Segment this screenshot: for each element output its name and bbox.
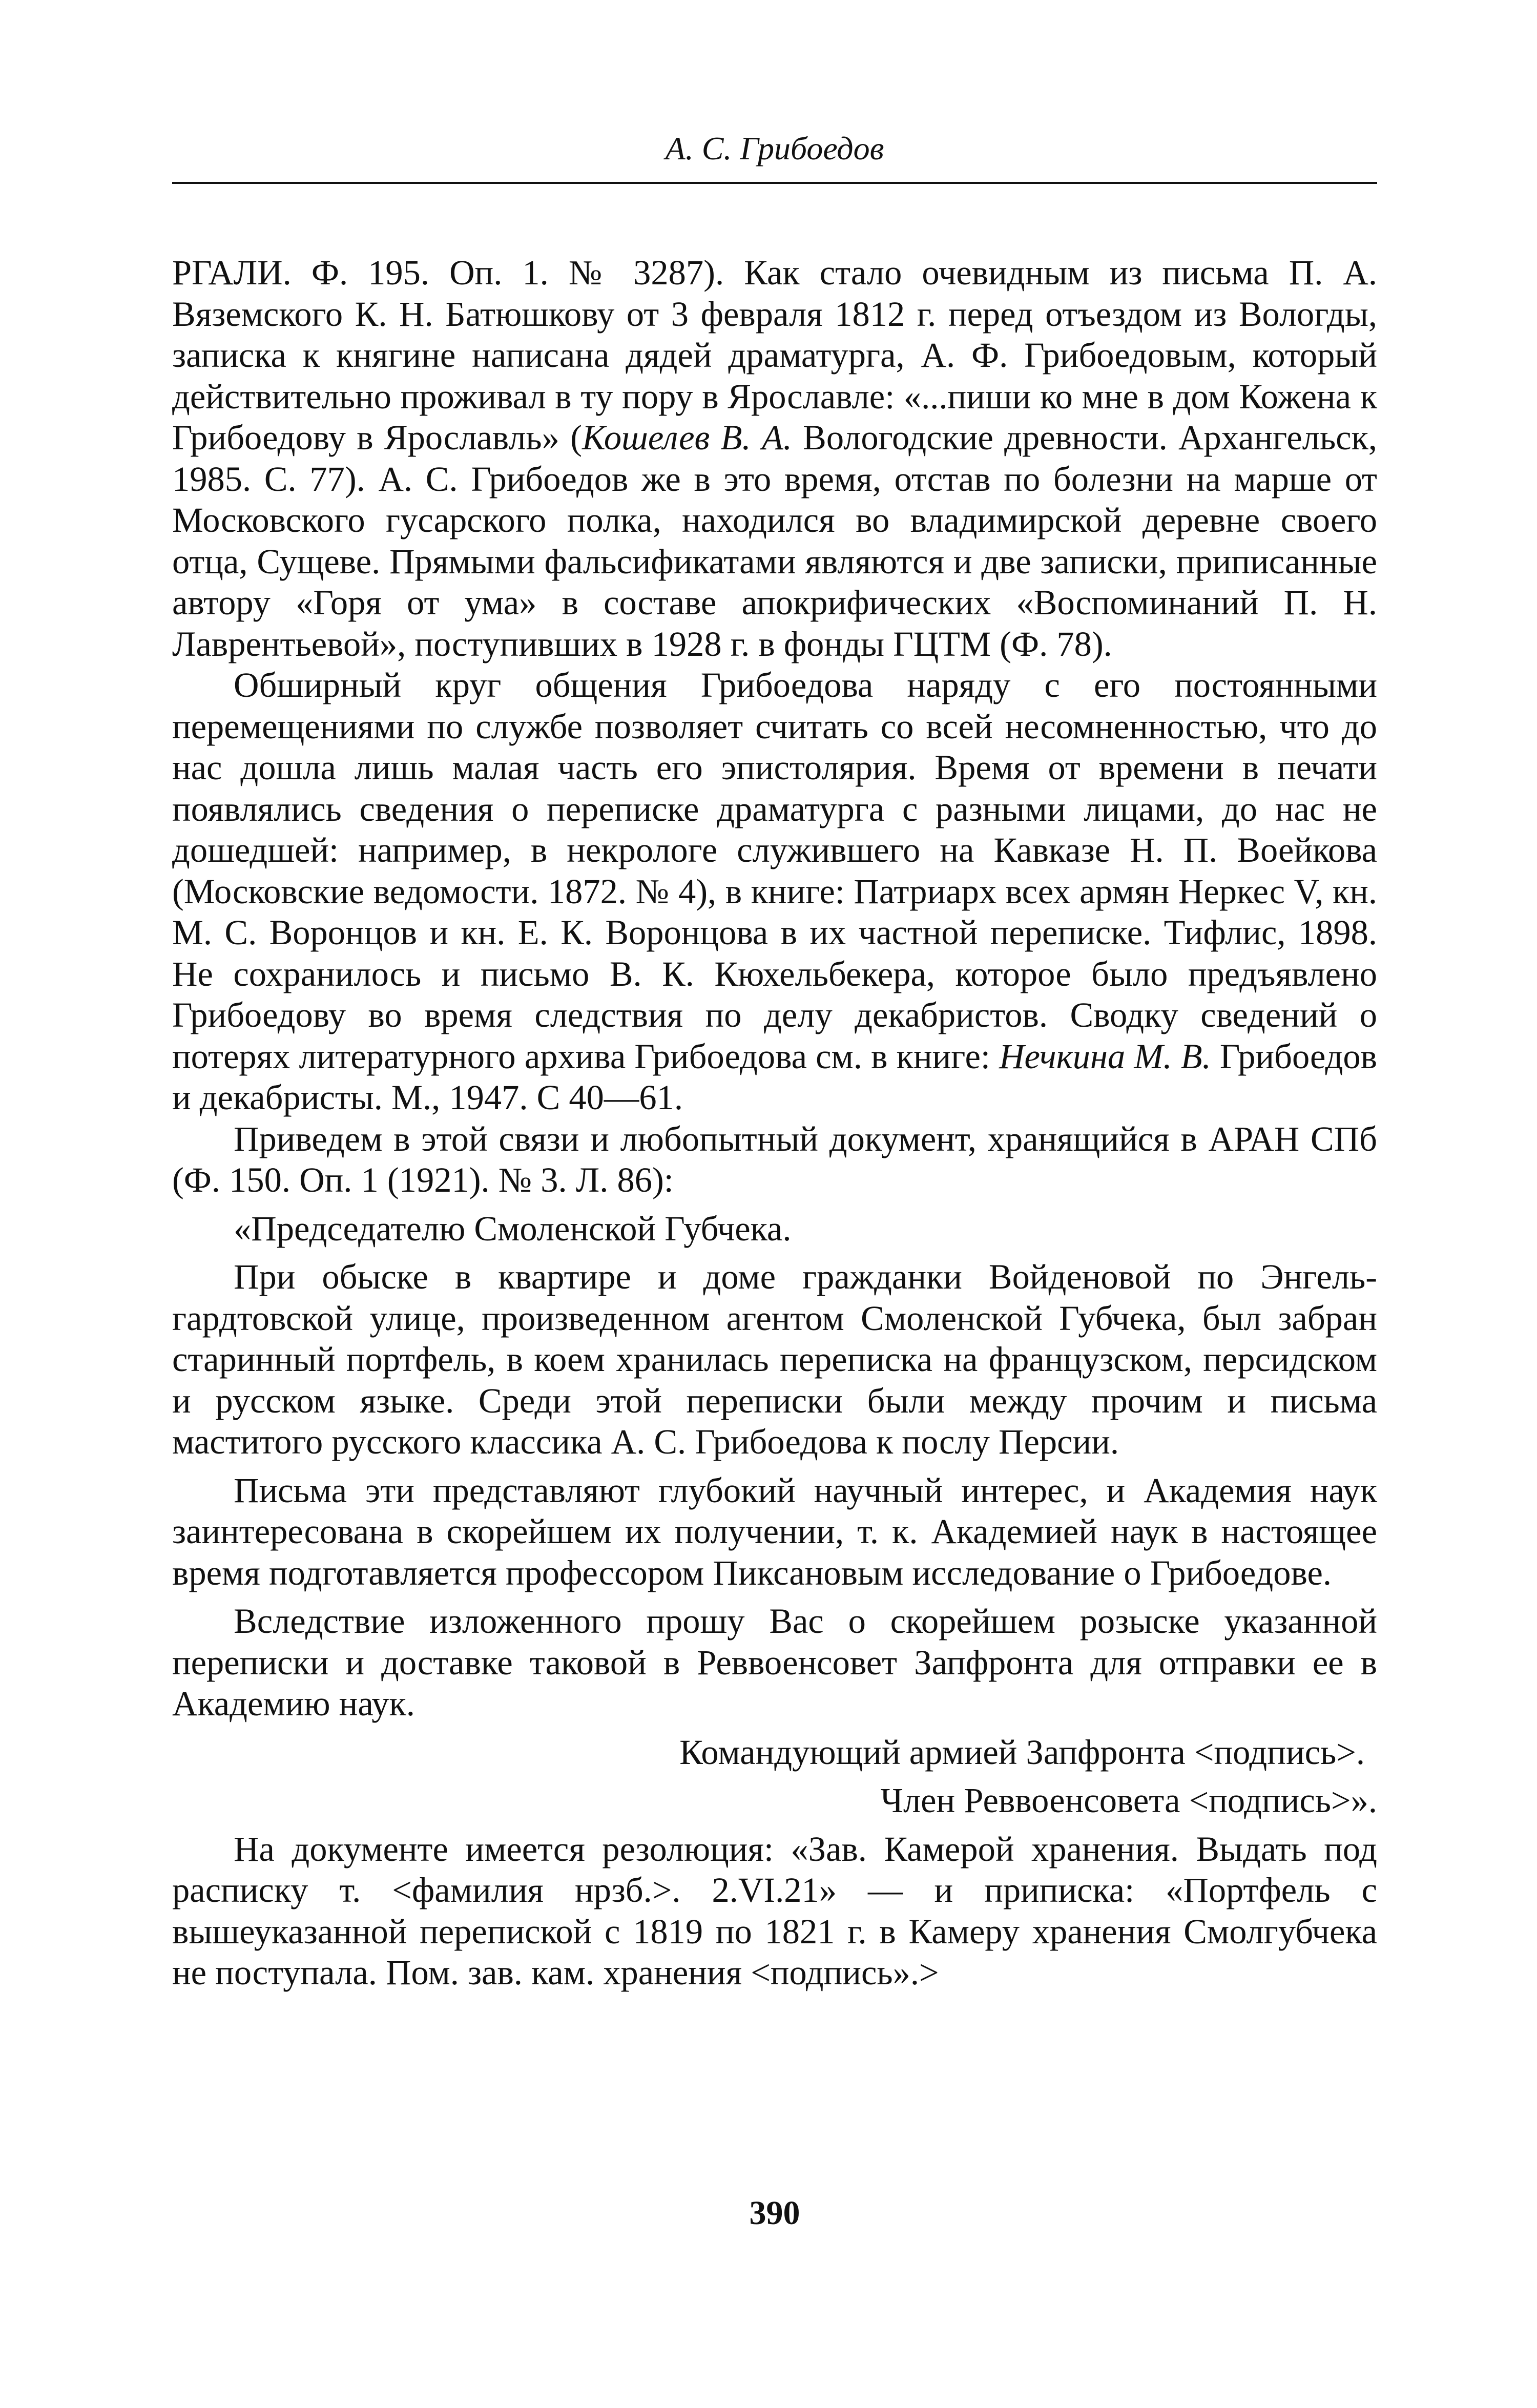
author-citation-nechkina: Нечкина М. В. [999, 1036, 1211, 1076]
paragraph-2-tail: Грибоедов и декабристы. М., 1947. С 40—61. [172, 1036, 1377, 1117]
quoted-paragraph-3: Вследствие изложенного прошу Вас о скорейшем розыске указанной переписки и доставке таковой в Реввоенсовет Запфронта для отправки ее в Академию наук. [172, 1602, 1377, 1723]
paragraph-2-text: Обширный круг общения Грибоедова наряду с его постоянными перемещениями по службе позволяет считать со всей несомненностью, что до нас дошла лишь малая часть его эпистолярия. Время от времени в печати появлялись сведения о переписке драматурга с разными лицами, до нас не дошедшей: например, в некрологе служившего на Кавказе Н. П. Воейкова (Московские ведомости. 1872. № 4), в книге: Патриарх всех армян Неркес V, кн. М. С. Воронцов и кн. Е. К. Воронцова в их частной переписке. Тифлис, 1898. Не сохранилось и письмо В. К. Кюхельбекера, которое было предъявлено Грибоедову во время следствия по делу декабристов. Сводку сведений о потерях литературного архива Грибоедова см. в книге: [172, 666, 1377, 1076]
signature-council-member: Член Реввоенсовета <подпись>». [880, 1781, 1377, 1820]
body-text [172, 252, 1377, 1994]
paragraph-2 [172, 665, 1377, 1118]
quoted-paragraph-2: Письма эти представляют глубокий научный интерес, и Академия наук заинтересована в скорейшем их получении, т. к. Академией наук в настоящее время подготавляется профессором Пиксановым исследование о Грибоедове. [172, 1470, 1377, 1592]
paragraph-resolution: На документе имеется резолюция: «Зав. Камерой хранения. Выдать под расписку т. <фамилия нрзб.>. 2.VI.21» — и приписка: «Портфель с вышеуказанной перепиской с 1819 по 1821 г. в Камеру хранения Смолгубчека не поступала. Пом. зав. кам. хранения <подпись».> [172, 1829, 1377, 1992]
paragraph-3: Приведем в этой связи и любопытный документ, хранящийся в АРАН СПб (Ф. 150. Оп. 1 (1921). № 3. Л. 86): [172, 1119, 1377, 1199]
quoted-paragraph-1: При обыске в квартире и доме гражданки Войденовой по Энгельгардтовской улице, произведенном агентом Смоленской Губчека, был забран старинный портфель, в коем хранилась переписка на французском, персидском и русском языке. Среди этой переписки были между прочим и письма маститого русского классика А. С. Грибоедова к послу Персии. [172, 1257, 1377, 1461]
signature-commander: Командующий армией Запфронта <подпись>. [679, 1732, 1365, 1772]
running-head: А. С. Грибоедов [665, 130, 884, 167]
author-citation-koshelev: Кошелев В. А. [582, 418, 792, 457]
header-rule [172, 182, 1377, 184]
quoted-address: «Председателю Смоленской Губчека. [234, 1209, 792, 1248]
page-number: 390 [749, 2194, 800, 2232]
paragraph-1-tail: Вологодские древности. Архангельск, 1985. С. 77). А. С. Грибоедов же в это время, отстав по болезни на марше от Московского гусарского полка, находился во владимирской деревне своего отца, Сущеве. Прямыми фальсификатами являются и две записки, приписанные автору «Горя от ума» в составе апокрифических «Воспоминаний П. Н. Лаврентьевой», поступивших в 1928 г. в фонды ГЦТМ (Ф. 78). [172, 418, 1377, 663]
paragraph-1-text: РГАЛИ. Ф. 195. Оп. 1. № 3287). Как стало очевидным из письма П. А. Вяземского К. Н. Батюшкову от 3 февраля 1812 г. перед отъездом из Вологды, записка к княгине написана дядей драматурга, А. Ф. Грибоедовым, который действительно проживал в ту пору в Ярославле: «...пиши ко мне в дом Кожена к Грибоедову в Ярославль» ( [172, 253, 1377, 457]
paragraph-1 [172, 252, 1377, 665]
